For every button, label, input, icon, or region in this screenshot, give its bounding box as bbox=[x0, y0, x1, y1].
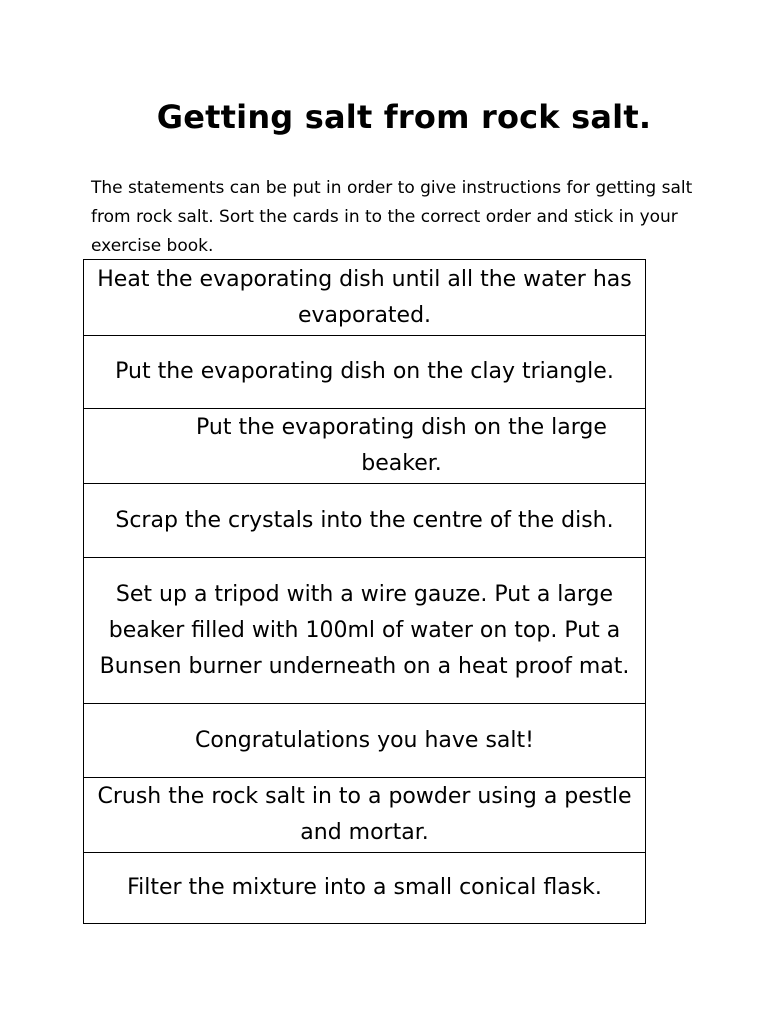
card-text: Scrap the crystals into the centre of the dish. bbox=[115, 507, 614, 533]
card-text: Filter the mixture into a small conical flask. bbox=[127, 875, 602, 900]
card-text: Crush the rock salt in to a powder using a pestle and mortar. bbox=[97, 784, 632, 845]
instruction-card bbox=[84, 484, 645, 558]
instruction-cards-table bbox=[83, 259, 646, 924]
instruction-card bbox=[84, 704, 645, 778]
card-text: Set up a tripod with a wire gauze. Put a large beaker filled with 100ml of water on top. Put a Bunsen burner underneath on a heat proof mat. bbox=[99, 581, 630, 679]
instruction-card bbox=[84, 853, 645, 923]
card-text: Heat the evaporating dish until all the water has evaporated. bbox=[97, 266, 632, 328]
card-text: Congratulations you have salt! bbox=[195, 727, 534, 753]
instruction-card bbox=[84, 778, 645, 853]
page-title: Getting salt from rock salt. bbox=[156, 98, 652, 136]
card-text: Put the evaporating dish on the clay triangle. bbox=[115, 359, 614, 384]
instruction-card bbox=[84, 260, 645, 336]
instructions-paragraph: The statements can be put in order to give instructions for getting salt from rock salt. Sort the cards in to the correct order and stick in your exercise book. bbox=[91, 178, 693, 256]
card-text: Put the evaporating dish on the large beaker. bbox=[196, 415, 607, 476]
instruction-card bbox=[84, 336, 645, 409]
instruction-card bbox=[84, 409, 645, 484]
instruction-card bbox=[84, 558, 645, 704]
